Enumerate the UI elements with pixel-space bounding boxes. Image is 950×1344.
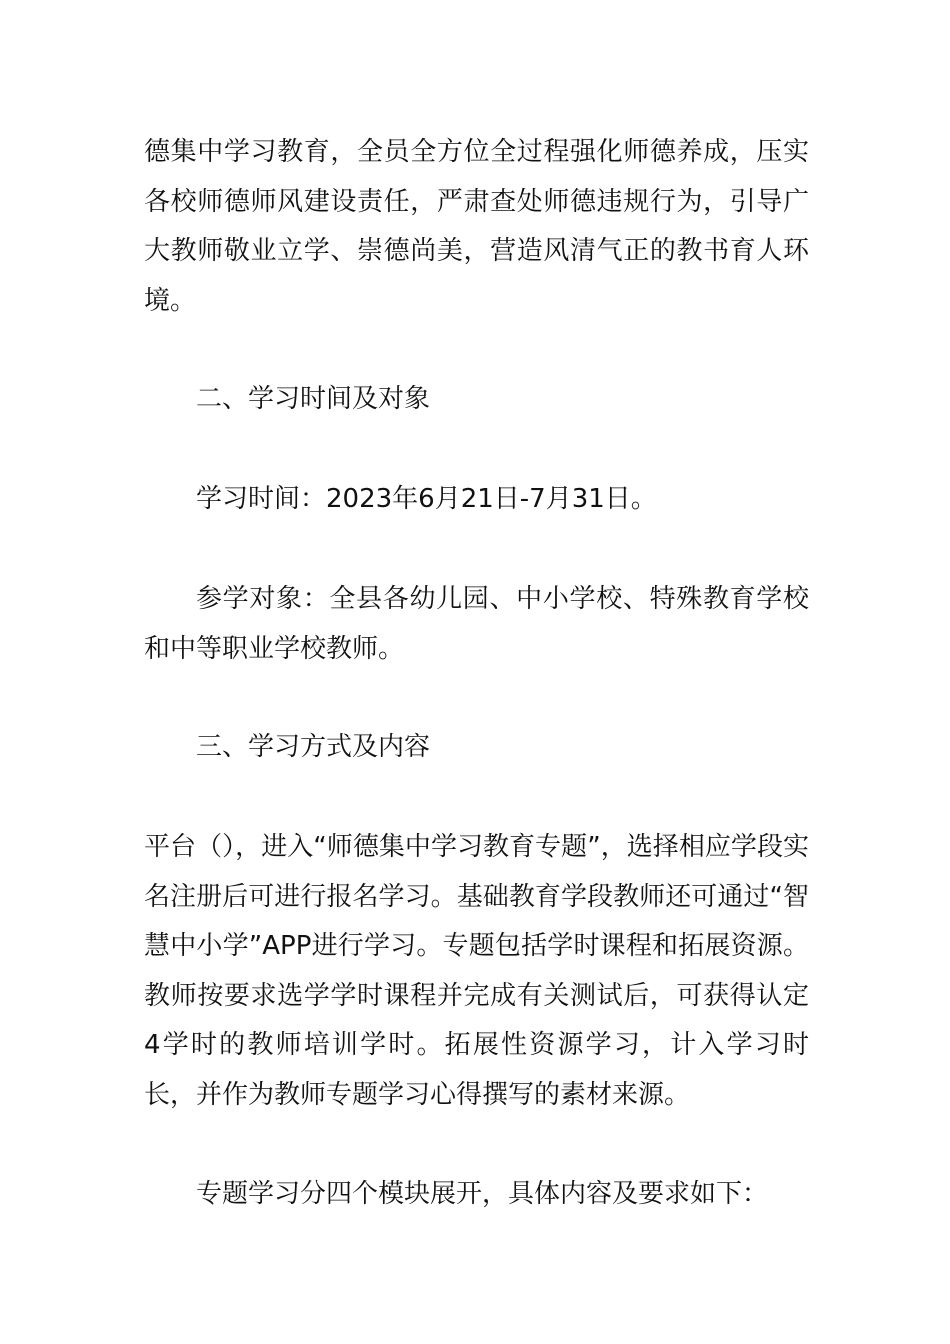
study-time-paragraph: 学习时间：2023年6月21日-7月31日。 [196,484,657,514]
section-two-heading: 二、学习时间及对象 [196,384,431,414]
continuation-paragraph: 德集中学习教育，全员全方位全过程强化师德养成，压实各校师德师风建设责任，严肃查处师德违规行为，引导广大教师敬业立学、崇德尚美，营造风清气正的教书育人环境。 [144,137,809,316]
platform-paragraph: 平台（），进入“师德集中学习教育专题”，选择相应学段实名注册后可进行报名学习。基础教育学段教师还可通过“智慧中小学”APP进行学习。专题包括学时课程和拓展资源。教师按要求选学学时课程并完成有关测试后，可获得认定4学时的教师培训学时。拓展性资源学习，计入学习时长，并作为教师专题学习心得撰写的素材来源。 [144,832,809,1110]
modules-intro-paragraph: 专题学习分四个模块展开，具体内容及要求如下： [196,1179,769,1209]
section-three-heading: 三、学习方式及内容 [196,732,431,762]
participants-paragraph: 参学对象：全县各幼儿园、中小学校、特殊教育学校和中等职业学校教师。 [144,584,809,664]
